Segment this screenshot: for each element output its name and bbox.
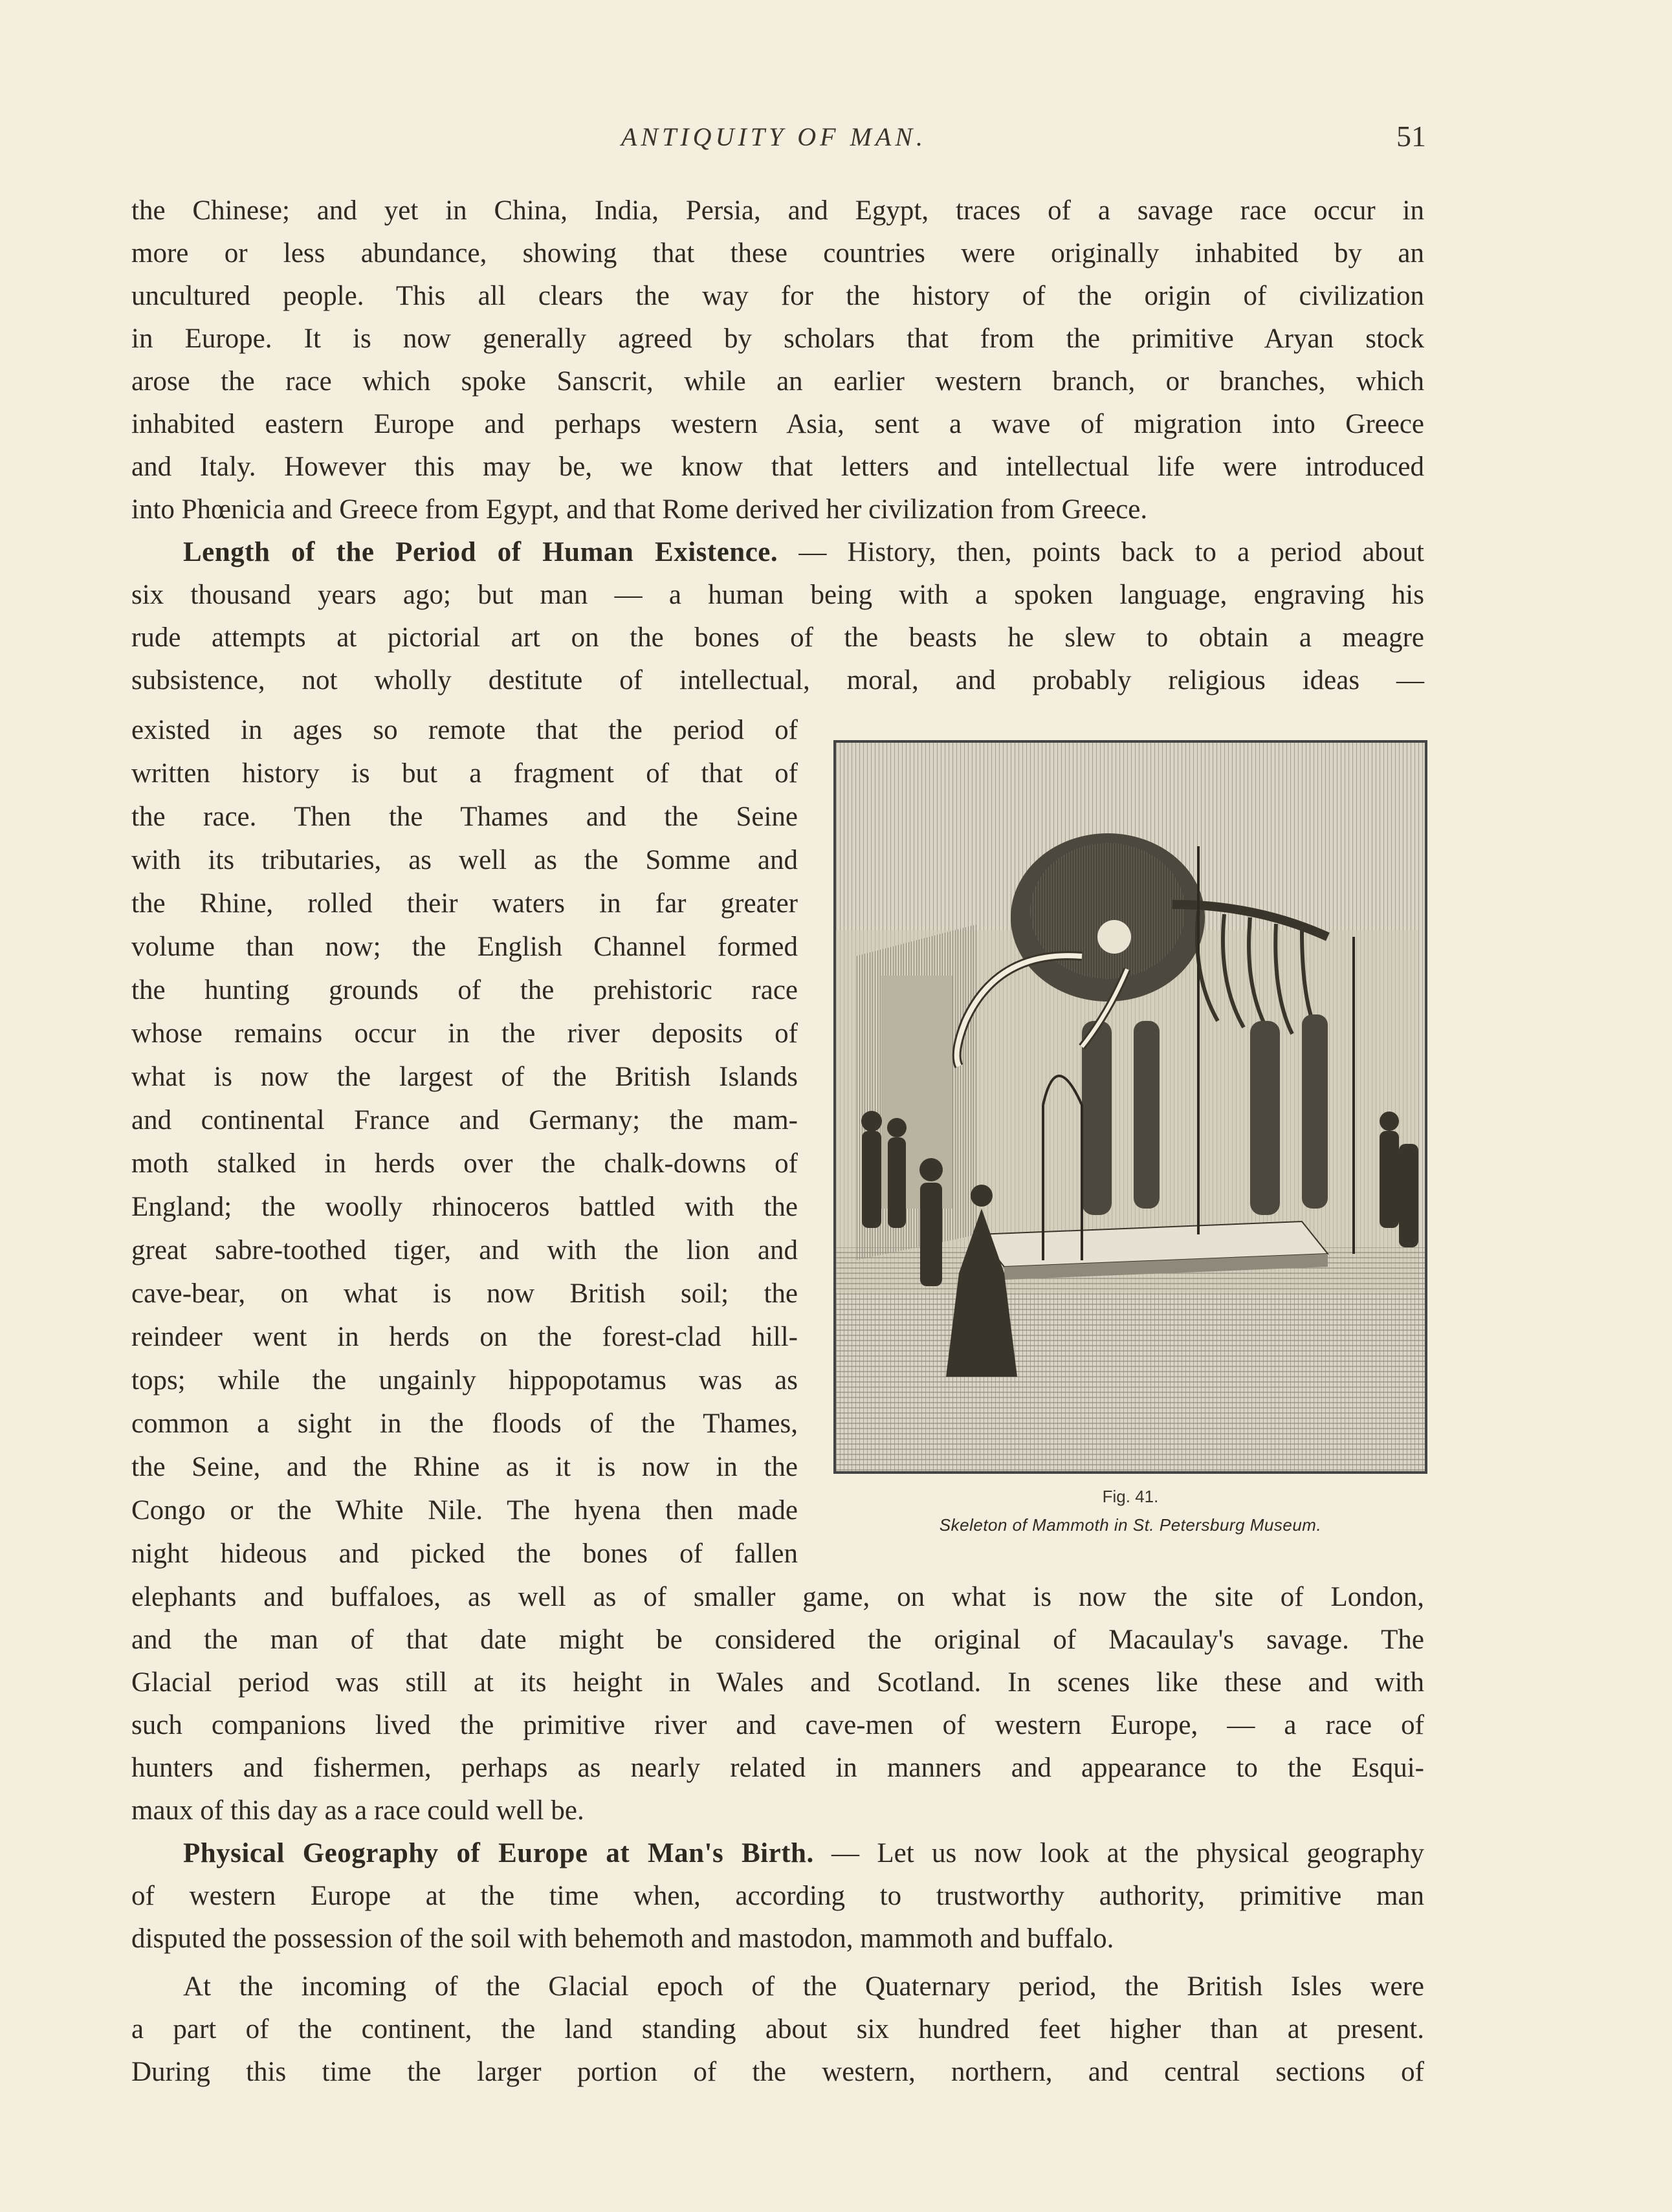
text-line: and the man of that date might be considered the original of Macaulay's savage. The: [131, 1625, 1424, 1655]
text-line: Glacial period was still at its height in Wales and Scotland. In scenes like these and with: [131, 1667, 1424, 1698]
text-line: a part of the continent, the land standing about six hundred feet higher than at present.: [131, 2014, 1424, 2044]
text-line: the race. Then the Thames and the Seine: [131, 802, 798, 832]
text-line: in Europe. It is now generally agreed by scholars that from the primitive Aryan stock: [131, 323, 1424, 354]
text-line: disputed the possession of the soil with behemoth and mastodon, mammoth and buffalo.: [131, 1923, 1114, 1954]
text-line: written history is but a fragment of that of: [131, 758, 798, 789]
page-number: 51: [1396, 120, 1426, 153]
figure-label: Fig. 41.: [1102, 1487, 1159, 1506]
running-head: [0, 122, 1672, 160]
running-head-title: ANTIQUITY OF MAN.: [621, 122, 927, 151]
text-line: the Chinese; and yet in China, India, Persia, and Egypt, traces of a savage race occur in: [131, 195, 1424, 226]
text-line: and Italy. However this may be, we know that letters and intellectual life were introduced: [131, 452, 1424, 482]
text-line: the hunting grounds of the prehistoric race: [131, 975, 798, 1005]
text-line: common a sight in the floods of the Thames,: [131, 1408, 798, 1439]
text-line: inhabited eastern Europe and perhaps western Asia, sent a wave of migration into Greece: [131, 409, 1424, 439]
text-line: and continental France and Germany; the mam-: [131, 1105, 798, 1135]
text-line: six thousand years ago; but man — a human being with a spoken language, engraving his: [131, 580, 1424, 610]
text-line: with its tributaries, as well as the Somme and: [131, 845, 798, 875]
text-line: great sabre-toothed tiger, and with the lion and: [131, 1235, 798, 1265]
text-line: of western Europe at the time when, according to trustworthy authority, primitive man: [131, 1881, 1424, 1911]
text-line: subsistence, not wholly destitute of intellectual, moral, and probably religious ideas —: [131, 665, 1424, 695]
text-line: the Rhine, rolled their waters in far greater: [131, 888, 798, 919]
text-line: maux of this day as a race could well be.: [131, 1795, 584, 1826]
text-line: tops; while the ungainly hippopotamus was as: [131, 1365, 798, 1396]
text-span: — History, then, points back to a period about: [778, 537, 1424, 567]
text-line: reindeer went in herds on the forest-clad hill-: [131, 1322, 798, 1352]
text-line: volume than now; the English Channel formed: [131, 932, 798, 962]
section-heading: Length of the Period of Human Existence.: [183, 537, 778, 567]
text-line: At the incoming of the Glacial epoch of the Quaternary period, the British Isles were: [183, 1971, 1424, 2002]
text-line: such companions lived the primitive river and cave-men of western Europe, — a race of: [131, 1710, 1424, 1740]
text-line: rude attempts at pictorial art on the bones of the beasts he slew to obtain a meagre: [131, 622, 1424, 653]
text-line: existed in ages so remote that the period of: [131, 715, 798, 745]
text-line: cave-bear, on what is now British soil; the: [131, 1278, 798, 1309]
text-line: hunters and fishermen, perhaps as nearly related in manners and appearance to the Esqui-: [131, 1753, 1424, 1783]
text-line: more or less abundance, showing that these countries were originally inhabited by an: [131, 238, 1424, 268]
text-line: [131, 1834, 1424, 1873]
text-line: uncultured people. This all clears the way for the history of the origin of civilization: [131, 281, 1424, 311]
text-line: into Phœnicia and Greece from Egypt, and that Rome derived her civilization from Greece.: [131, 494, 1148, 525]
text-line: Congo or the White Nile. The hyena then made: [131, 1495, 798, 1526]
text-line: whose remains occur in the river deposits of: [131, 1018, 798, 1049]
section-heading: Physical Geography of Europe at Man's Birth.: [183, 1838, 814, 1868]
text-line: what is now the largest of the British Islands: [131, 1062, 798, 1092]
text-span: — Let us now look at the physical geography: [813, 1838, 1424, 1868]
mammoth-skeleton-illustration: [833, 740, 1427, 1474]
text-line: elephants and buffaloes, as well as of smaller game, on what is now the site of London,: [131, 1582, 1424, 1612]
text-line: England; the woolly rhinoceros battled with the: [131, 1192, 798, 1222]
text-line: night hideous and picked the bones of fallen: [131, 1539, 798, 1569]
text-line: moth stalked in herds over the chalk-downs of: [131, 1148, 798, 1179]
text-line: [183, 533, 1424, 572]
text-line: the Seine, and the Rhine as it is now in the: [131, 1452, 798, 1482]
text-line: arose the race which spoke Sanscrit, while an earlier western branch, or branches, which: [131, 366, 1424, 397]
text-line: During this time the larger portion of the western, northern, and central sections of: [131, 2057, 1424, 2087]
figure-caption: Skeleton of Mammoth in St. Petersburg Museum.: [939, 1515, 1322, 1535]
